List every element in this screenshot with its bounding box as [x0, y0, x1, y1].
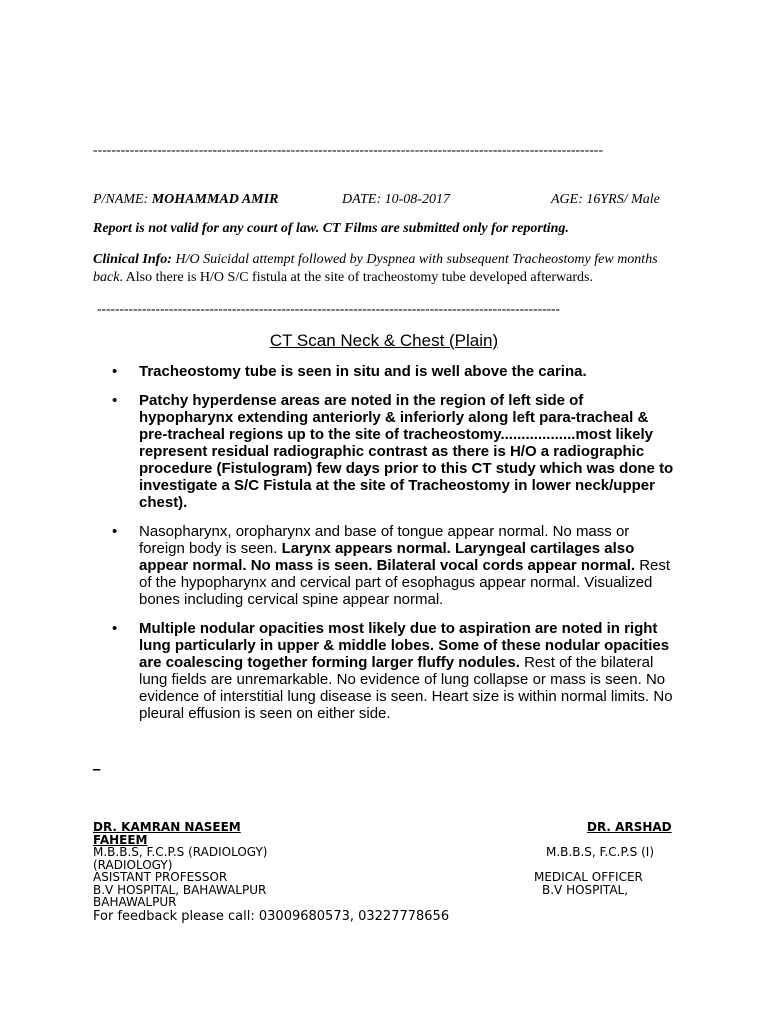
finding-item: [112, 620, 679, 722]
left-doctor-name: DR. KAMRAN NASEEM: [93, 820, 241, 834]
left-doctor-role: ASISTANT PROFESSOR: [93, 870, 228, 884]
report-date: DATE: 10-08-2017: [342, 192, 450, 207]
clinical-text-1: H/O Suicidal attempt followed by Dyspnea with subsequent Tracheostomy few months back: [93, 252, 658, 285]
clinical-info: [93, 251, 683, 286]
bullet-icon: •: [112, 392, 118, 409]
patient-name: MOHAMMAD AMIR: [151, 192, 279, 207]
finding-item: [112, 392, 679, 511]
finding-4-text-bold: Multiple nodular opacities most likely due to aspiration are noted in right lung particularly in upper & middle lobes. Some of these nodular opacities are coalescing together forming larger fluffy nodules.: [139, 620, 670, 671]
finding-item: [112, 363, 679, 380]
finding-3-text-c: Rest of the hypopharynx and cervical part of esophagus appear normal. Visualized bones including cervical spine appear normal.: [139, 557, 671, 608]
bullet-icon: •: [112, 523, 118, 540]
patient-age: AGE: 16YRS/ Male: [551, 192, 660, 207]
findings-list: [112, 363, 679, 734]
left-doctor-qualification-cont: (RADIOLOGY): [93, 857, 173, 872]
finding-1-text: Tracheostomy tube is seen in situ and is well above the carina.: [139, 363, 587, 380]
finding-3-text-b: Larynx appears normal. Laryngeal cartilages also appear normal. No mass is seen. Bilateral vocal cords appear normal.: [139, 540, 636, 574]
feedback-contact: For feedback please call: 03009680573, 03227778656: [93, 909, 450, 924]
left-doctor-city: BAHAWALPUR: [93, 895, 177, 909]
finding-4-text-rest: Rest of the bilateral lung fields are unremarkable. No evidence of lung collapse or mass is seen. No evidence of interstitial lung disease is seen. Heart size is within normal limits. No pleural effusion is seen on either side.: [139, 654, 673, 722]
right-doctor-name: DR. ARSHAD: [587, 820, 672, 834]
right-doctor-qualification: M.B.B.S, F.C.P.S (I): [546, 845, 655, 859]
left-doctor-hospital: B.V HOSPITAL, BAHAWALPUR: [93, 882, 267, 897]
disclaimer: Report is not valid for any court of law. CT Films are submitted only for reporting.: [93, 221, 569, 236]
stray-mark: _: [93, 756, 101, 771]
left-doctor-name-cont: FAHEEM: [93, 832, 148, 847]
clinical-text-3: .: [589, 269, 593, 285]
mid-separator: -------------------------------------------------------------------------------------------------------: [97, 301, 561, 316]
patient-label: P/NAME:: [93, 192, 149, 207]
left-signature: [93, 821, 393, 909]
left-doctor-qualification: M.B.B.S, F.C.P.S (RADIOLOGY): [93, 845, 268, 859]
clinical-text-2: . Also there is H/O S/C fistula at the site of tracheostomy tube developed afterwards: [119, 269, 590, 285]
report-title: CT Scan Neck & Chest (Plain): [269, 331, 499, 350]
finding-3-text-a: Nasopharynx, oropharynx and base of tongue appear normal. No mass or foreign body is seen.: [139, 523, 630, 557]
top-separator: ---------------------------------------------------------------------------------------------------------------: [93, 142, 604, 157]
bullet-icon: •: [112, 620, 118, 637]
finding-2-text: Patchy hyperdense areas are noted in the region of left side of hypopharynx extending anteriorly & inferiorly along left para-tracheal & pre-tracheal regions up to the site of tracheostomy..................most likely represent residual radiographic contrast as there is H/O a radiographic procedure (Fistulogram) few days prior to this CT study which was done to investigate a S/C Fistula at the site of Tracheostomy in lower neck/upper chest).: [139, 392, 674, 511]
clinical-label: Clinical Info:: [93, 252, 172, 267]
finding-item: [112, 523, 679, 608]
right-doctor-hospital: B.V HOSPITAL,: [542, 883, 629, 897]
right-doctor-role: MEDICAL OFFICER: [534, 870, 643, 884]
patient-name-line: [93, 192, 278, 208]
bullet-icon: •: [112, 363, 118, 380]
